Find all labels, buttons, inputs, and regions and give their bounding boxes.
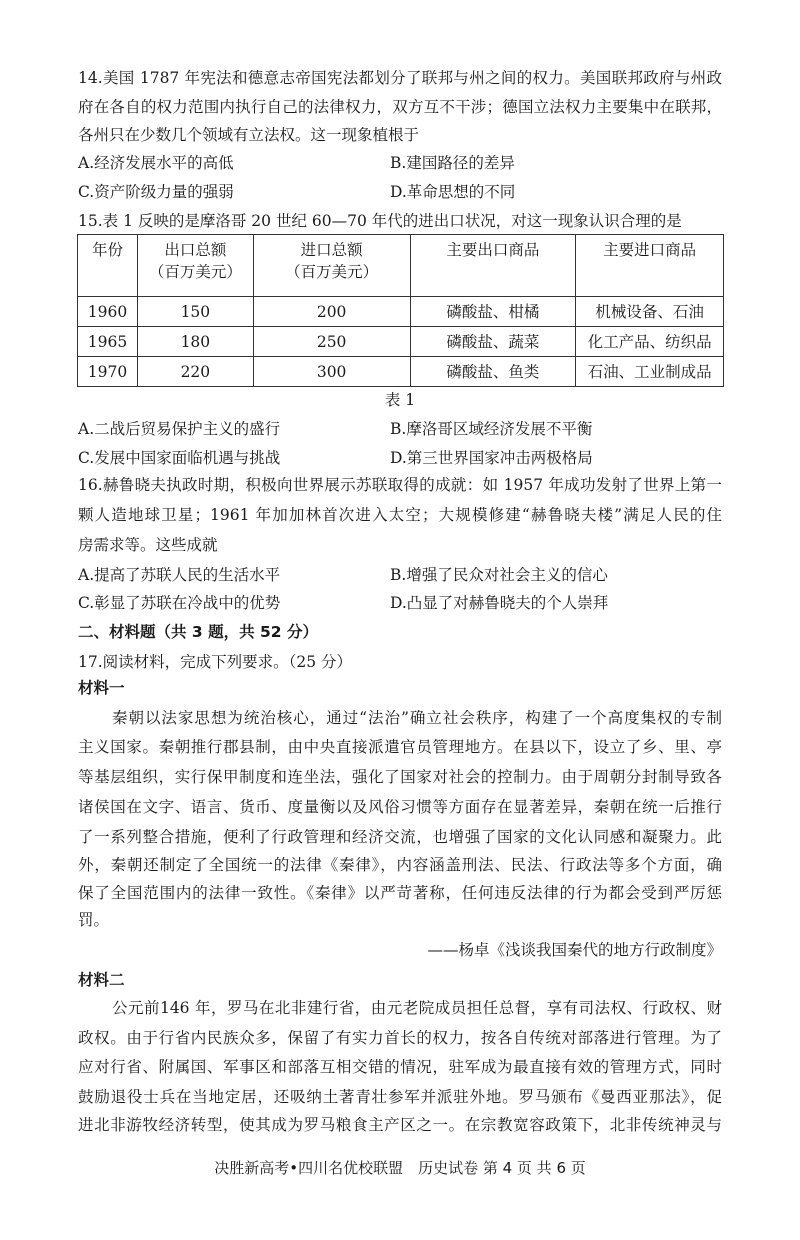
table-row [78, 357, 724, 387]
q14-stem-line: 各州只在少数几个领域有立法权。这一现象植根于 [78, 126, 420, 144]
material-1-line: 保了全国范围内的法律一致性。《秦律》以严苛著称，任何违反法律的行为都会受到严厉惩 [78, 884, 722, 902]
header-unit: （百万美元） [148, 263, 242, 281]
trade-table [77, 234, 724, 387]
material-1-title: 材料一 [78, 679, 125, 697]
cell-import: 250 [253, 327, 410, 357]
table-caption: 表 1 [384, 391, 416, 409]
cell-import: 200 [253, 297, 410, 327]
cell-year: 1970 [78, 357, 138, 387]
material-2-line: 公元前146 年，罗马在北非建行省，由元老院成员担任总督，享有司法权、行政权、财 [112, 999, 722, 1017]
header-import-total [253, 235, 410, 297]
material-2-line: 鼓励退役士兵在当地定居，还吸纳土著青壮参军并派驻外地。罗马颁布《曼西亚那法》，促 [78, 1088, 722, 1106]
material-2-line: 进北非游牧经济转型，使其成为罗马粮食主产区之一。在宗教宽容政策下，北非传统神灵与 [78, 1116, 722, 1134]
cell-export-goods: 磷酸盐、鱼类 [410, 357, 576, 387]
section-heading: 二、材料题（共 3 题，共 52 分） [78, 623, 318, 641]
cell-year: 1960 [78, 297, 138, 327]
header-year [78, 235, 138, 297]
material-1-line: 罚。 [78, 911, 110, 929]
q16-option-a: A.提高了苏联人民的生活水平 [78, 566, 281, 584]
cell-year: 1965 [78, 327, 138, 357]
q15-stem: 15.表 1 反映的是摩洛哥 20 世纪 60—70 年代的进出口状况，对这一现象认识合理的是 [78, 212, 682, 230]
header-unit: （百万美元） [285, 263, 379, 281]
q14-option-c: C.资产阶级力量的强弱 [78, 183, 234, 201]
header-main-exports [410, 235, 576, 297]
material-2-line: 政权。由于行省内民族众多，保留了有实力首长的权力，按各自传统对部落进行管理。为了 [78, 1029, 722, 1047]
material-1-line: 主义国家。秦朝推行郡县制，由中央直接派遣官员管理地方。在县以下，设立了乡、里、亭 [78, 738, 722, 756]
q15-option-a: A.二战后贸易保护主义的盛行 [78, 420, 281, 438]
material-2-title: 材料二 [78, 971, 125, 989]
q14-stem-line: 14.美国 1787 年宪法和德意志帝国宪法都划分了联邦与州之间的权力。美国联邦政府与州政 [78, 69, 722, 87]
q14-option-b: B.建国路径的差异 [390, 154, 515, 172]
header-export-total [137, 235, 253, 297]
cell-import: 300 [253, 357, 410, 387]
q14-option-a: A.经济发展水平的高低 [78, 154, 234, 172]
material-1-line: 了一系列整合措施，便利了行政管理和经济交流，也增强了国家的文化认同感和凝聚力。此 [78, 828, 722, 846]
page-footer: 决胜新高考•四川名优校联盟 历史试卷 第 4 页 共 6 页 [214, 1159, 586, 1177]
cell-import-goods: 机械设备、石油 [576, 297, 724, 327]
header-label: 主要出口商品 [446, 241, 540, 259]
header-label: 进口总额 [300, 241, 363, 259]
q14-stem-line: 府在各自的权力范围内执行自己的法律权力，双方互不干涉；德国立法权力主要集中在联邦， [78, 98, 722, 116]
q16-option-b: B.增强了民众对社会主义的信心 [390, 566, 608, 584]
cell-export: 150 [137, 297, 253, 327]
table-row [78, 327, 724, 357]
material-1-line: 诸侯国在文字、语言、货币、度量衡以及风俗习惯等方面存在显著差异，秦朝在统一后推行 [78, 798, 722, 816]
cell-import-goods: 石油、工业制成品 [576, 357, 724, 387]
material-1-line: 等基层组织，实行保甲制度和连坐法，强化了国家对社会的控制力。由于周朝分封制导致各 [78, 768, 722, 786]
q16-stem-line: 16.赫鲁晓夫执政时期，积极向世界展示苏联取得的成就：如 1957 年成功发射了世界上第一 [78, 476, 722, 494]
header-main-imports [576, 235, 724, 297]
q16-stem-line: 房需求等。这些成就 [78, 536, 218, 554]
cell-export-goods: 磷酸盐、柑橘 [410, 297, 576, 327]
header-label: 出口总额 [164, 241, 227, 259]
q14-option-d: D.革命思想的不同 [390, 183, 516, 201]
header-label: 年份 [91, 241, 123, 259]
cell-export-goods: 磷酸盐、蔬菜 [410, 327, 576, 357]
material-1-line: 外，秦朝还制定了全国统一的法律《秦律》，内容涵盖刑法、民法、行政法等多个方面，确 [78, 856, 722, 874]
cell-export: 220 [137, 357, 253, 387]
material-2-line: 应对行省、附属国、军事区和部落互相交错的情况，驻军成为最直接有效的管理方式，同时 [78, 1058, 722, 1076]
q16-option-c: C.彰显了苏联在冷战中的优势 [78, 594, 281, 612]
q15-option-c: C.发展中国家面临机遇与挑战 [78, 449, 281, 467]
material-1-line: 秦朝以法家思想为统治核心，通过“法治”确立社会秩序，构建了一个高度集权的专制 [112, 709, 722, 727]
q15-option-b: B.摩洛哥区域经济发展不平衡 [390, 420, 593, 438]
header-label: 主要进口商品 [603, 241, 697, 259]
q16-option-d: D.凸显了对赫鲁晓夫的个人崇拜 [390, 594, 609, 612]
table-row [78, 297, 724, 327]
material-1-source: ——杨卓《浅谈我国秦代的地方行政制度》 [427, 941, 722, 959]
q15-option-d: D.第三世界国家冲击两极格局 [390, 449, 593, 467]
q16-stem-line: 颗人造地球卫星；1961 年加加林首次进入太空；大规模修建“赫鲁晓夫楼”满足人民的住 [78, 506, 722, 524]
table-header-row [78, 235, 724, 297]
cell-export: 180 [137, 327, 253, 357]
q17-stem: 17.阅读材料，完成下列要求。（25 分） [78, 653, 353, 671]
cell-import-goods: 化工产品、纺织品 [576, 327, 724, 357]
